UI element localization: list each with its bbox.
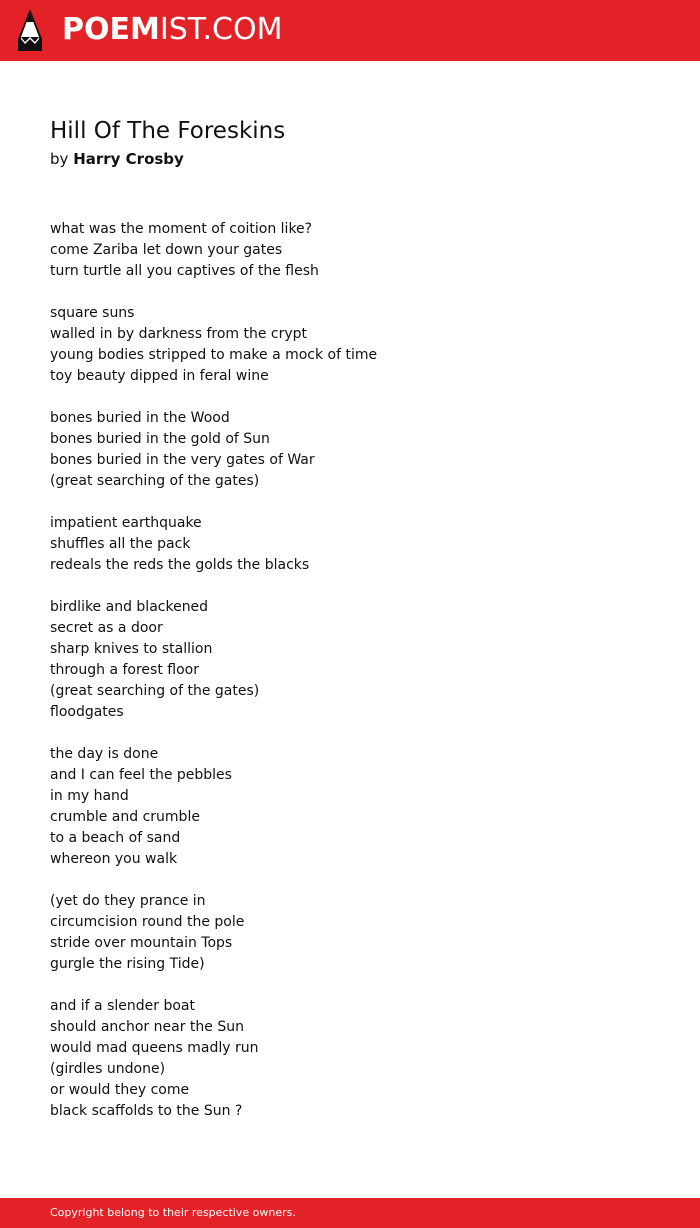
pencil-logo-icon[interactable] bbox=[17, 9, 43, 51]
poem-line: crumble and crumble bbox=[50, 809, 200, 825]
poem-line: bones buried in the very gates of War bbox=[50, 452, 315, 468]
poem-stanza bbox=[50, 408, 650, 492]
poem-line: through a forest floor bbox=[50, 662, 199, 678]
poem-line: (girdles undone) bbox=[50, 1061, 166, 1077]
logo-bold-text: POEM bbox=[62, 12, 160, 47]
poem-stanza bbox=[50, 219, 650, 282]
poem-line: circumcision round the pole bbox=[50, 914, 245, 930]
poem-line: black scaffolds to the Sun ? bbox=[50, 1103, 243, 1119]
poem-stanza bbox=[50, 744, 650, 870]
poem-line: to a beach of sand bbox=[50, 830, 181, 846]
poem-author: Harry Crosby bbox=[73, 150, 184, 168]
poem-line: in my hand bbox=[50, 788, 129, 804]
poem-line: turn turtle all you captives of the flesh bbox=[50, 263, 319, 279]
poem-line: square suns bbox=[50, 305, 135, 321]
poem-line: come Zariba let down your gates bbox=[50, 242, 283, 258]
poem-line: stride over mountain Tops bbox=[50, 935, 233, 951]
site-logo[interactable] bbox=[62, 12, 282, 48]
poem-line: shuffles all the pack bbox=[50, 536, 191, 552]
poem-body bbox=[50, 219, 650, 1143]
poem-line: gurgle the rising Tide) bbox=[50, 956, 205, 972]
poem-line: and if a slender boat bbox=[50, 998, 195, 1014]
poem-line: toy beauty dipped in feral wine bbox=[50, 368, 269, 384]
poem-line: and I can feel the pebbles bbox=[50, 767, 232, 783]
poem-line: the day is done bbox=[50, 746, 159, 762]
poem-line: (yet do they prance in bbox=[50, 893, 206, 909]
poem-line: (great searching of the gates) bbox=[50, 473, 260, 489]
poem-stanza bbox=[50, 891, 650, 975]
poem-stanza bbox=[50, 513, 650, 576]
poem-line: sharp knives to stallion bbox=[50, 641, 213, 657]
poem-line: would mad queens madly run bbox=[50, 1040, 259, 1056]
by-label: by bbox=[50, 150, 69, 168]
poem-stanza bbox=[50, 597, 650, 723]
poem-stanza bbox=[50, 303, 650, 387]
poem-line: redeals the reds the golds the blacks bbox=[50, 557, 310, 573]
poem-line: whereon you walk bbox=[50, 851, 178, 867]
poem-line: walled in by darkness from the crypt bbox=[50, 326, 308, 342]
poem-line: bones buried in the gold of Sun bbox=[50, 431, 270, 447]
poem-line: secret as a door bbox=[50, 620, 163, 636]
poem-stanza bbox=[50, 996, 650, 1122]
poem-byline bbox=[50, 149, 184, 169]
site-header bbox=[0, 0, 700, 61]
poem-line: birdlike and blackened bbox=[50, 599, 209, 615]
poem-line: or would they come bbox=[50, 1082, 190, 1098]
poem-line: young bodies stripped to make a mock of time bbox=[50, 347, 378, 363]
logo-light-text: IST.COM bbox=[159, 12, 283, 47]
poem-line: floodgates bbox=[50, 704, 124, 720]
site-footer bbox=[0, 1198, 700, 1228]
poem-line: impatient earthquake bbox=[50, 515, 202, 531]
poem-title: Hill Of The Foreskins bbox=[50, 118, 286, 144]
poem-line: what was the moment of coition like? bbox=[50, 221, 313, 237]
poem-line: (great searching of the gates) bbox=[50, 683, 260, 699]
poem-line: should anchor near the Sun bbox=[50, 1019, 244, 1035]
copyright-text: Copyright belong to their respective owners. bbox=[50, 1206, 296, 1219]
poem-line: bones buried in the Wood bbox=[50, 410, 230, 426]
